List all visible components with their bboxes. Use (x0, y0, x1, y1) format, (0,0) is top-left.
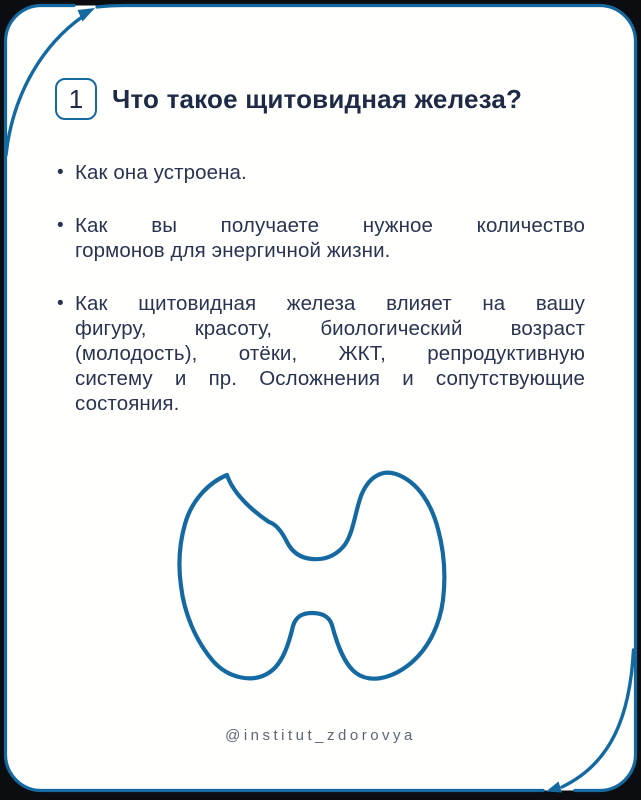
social-handle: @institut_zdorovya (225, 727, 416, 744)
slide-number-badge (55, 78, 97, 120)
list-item-line: (молодость), отёки, ЖКТ, репродуктивную (75, 342, 585, 365)
list-item (57, 213, 585, 263)
header (55, 78, 522, 120)
list-item-text (75, 291, 585, 416)
bullet-list (57, 160, 585, 444)
list-item-line: Как вы получаете нужное количество (75, 214, 585, 237)
page-title: Что такое щитовидная железа? (112, 83, 523, 114)
thyroid-gland-outline-icon (162, 444, 472, 694)
bullet-marker-icon: • (57, 162, 64, 183)
bullet-marker-icon: • (57, 215, 64, 236)
list-item-text (75, 160, 585, 185)
list-item-line: систему и пр. Осложнения и сопутствующие (75, 367, 585, 390)
list-item-line: Как щитовидная железа влияет на вашу (75, 292, 585, 315)
list-item-text (75, 213, 585, 263)
list-item-line: состояния. (75, 392, 180, 415)
list-item (57, 291, 585, 416)
list-item (57, 160, 585, 185)
bullet-marker-icon: • (57, 293, 64, 314)
list-item-line: фигуру, красоту, биологический возраст (75, 317, 585, 340)
list-item-line: Как она устроена. (75, 161, 247, 184)
slide-number: 1 (68, 83, 84, 114)
list-item-line: гормонов для энергичной жизни. (75, 239, 391, 262)
